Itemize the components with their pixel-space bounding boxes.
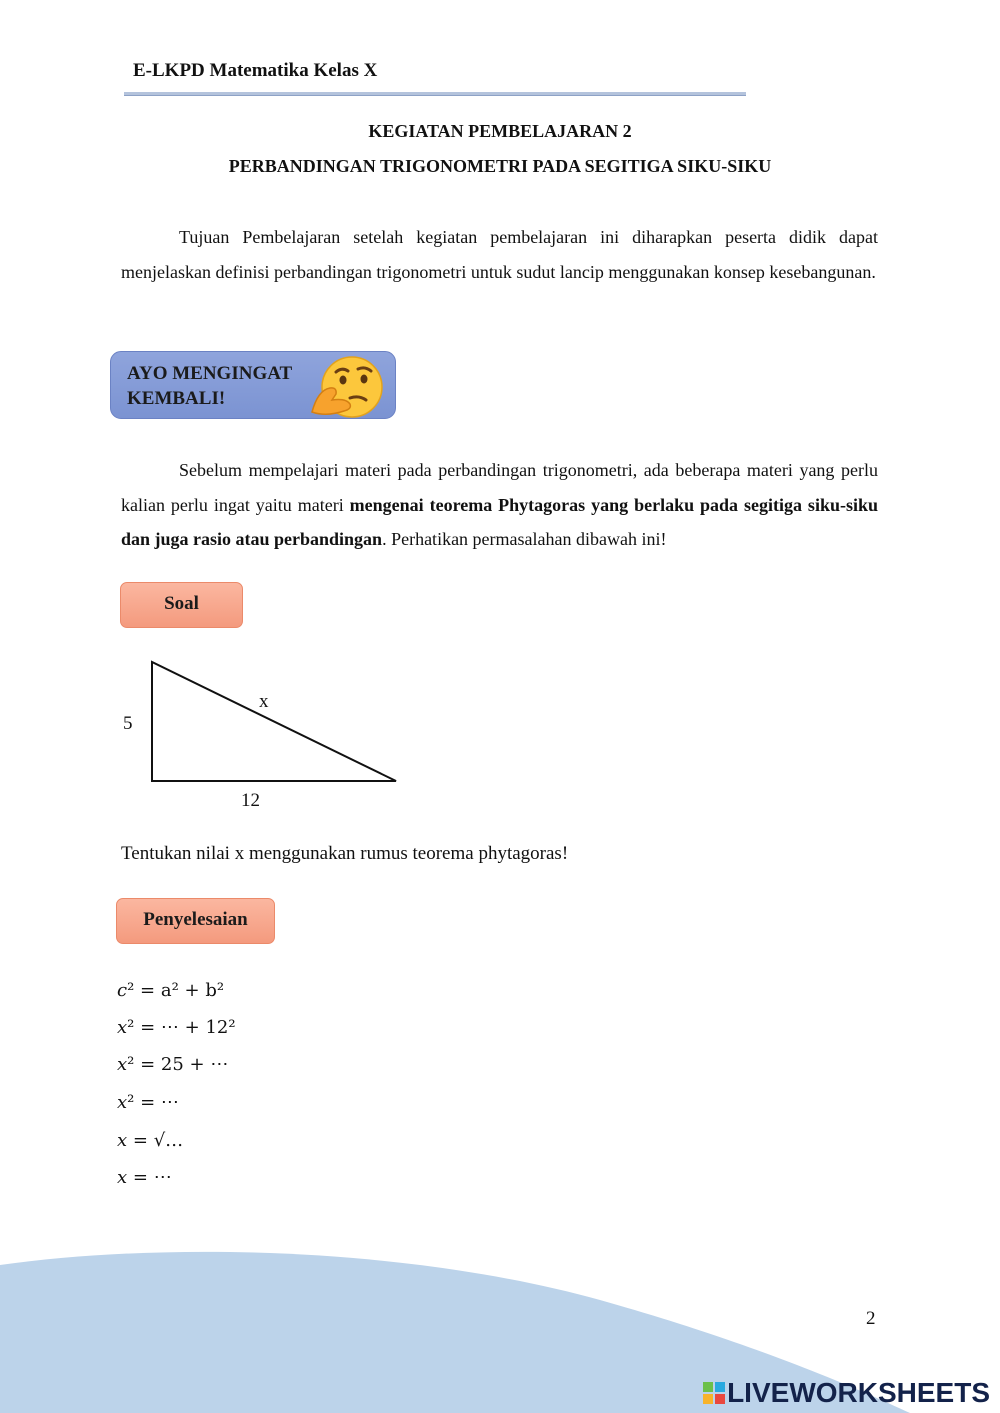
intro-paragraph: [121, 453, 878, 557]
soal-label: Soal: [120, 582, 243, 628]
thinking-face-icon: [306, 354, 392, 420]
section-subheading: PERBANDINGAN TRIGONOMETRI PADA SEGITIGA SIKU-SIKU: [228, 156, 772, 176]
recall-line-1: AYO MENGINGAT: [127, 363, 293, 384]
learning-goal-text: Tujuan Pembelajaran setelah kegiatan pembelajaran ini diharapkan peserta didik dapat menjelaskan definisi perbandingan trigonometri untuk sudut lancip menggunakan konsep kesebangunan.: [121, 227, 878, 282]
intro-text-1: Sebelum mempelajari materi pada perbandingan trigonometri, ada beberapa materi yang perlu kalian perlu ingat yaitu materi: [121, 460, 878, 515]
intro-text-2: . Perhatikan permasalahan dibawah ini!: [382, 529, 667, 549]
step-rhs: = √…: [132, 1130, 184, 1151]
header-divider: [124, 92, 746, 96]
recall-banner: [110, 351, 396, 419]
triangle-hypotenuse: x: [259, 691, 269, 712]
intro-text-bold: mengenai teorema Phytagoras yang berlaku pada segitiga siku-siku dan juga rasio atau perbandingan: [121, 494, 878, 549]
step-lhs: x: [117, 1167, 128, 1188]
penyelesaian-label: Penyelesaian: [116, 898, 275, 944]
solution-step: c² = a² + b²: [117, 980, 225, 1001]
step-rhs: = ⋯: [132, 1167, 172, 1188]
step-lhs: c: [117, 980, 128, 1001]
solution-step: [117, 1130, 183, 1151]
liveworksheets-logo-icon: [703, 1382, 725, 1404]
recall-banner-text: [127, 361, 292, 411]
solution-step: x² = 25 + ⋯: [117, 1054, 229, 1075]
step-rhs: = ⋯: [140, 1092, 179, 1113]
step-lhs: x: [117, 1092, 128, 1113]
recall-line-2: KEMBALI!: [127, 388, 226, 409]
triangle-side-vertical: 5: [123, 713, 133, 734]
step-lhs: x: [117, 1017, 128, 1038]
step-lhs: x: [117, 1130, 128, 1151]
liveworksheets-logo-text: LIVEWORKSHEETS: [727, 1377, 990, 1408]
header-title: E-LKPD Matematika Kelas X: [133, 60, 378, 81]
liveworksheets-logo: [703, 1377, 990, 1409]
section-heading: KEGIATAN PEMBELAJARAN 2: [368, 121, 632, 141]
solution-step: [117, 1167, 172, 1188]
solution-step: x² = ⋯ + 12²: [117, 1017, 236, 1038]
learning-goal-paragraph: [121, 220, 878, 289]
solution-step: x² = ⋯: [117, 1092, 179, 1113]
step-rhs: = 25 + ⋯: [140, 1054, 229, 1075]
right-triangle-figure: [145, 655, 405, 790]
step-rhs: = ⋯ + 12²: [140, 1017, 236, 1038]
step-lhs: x: [117, 1054, 128, 1075]
step-rhs: = a² + b²: [140, 980, 225, 1001]
question-text: Tentukan nilai x menggunakan rumus teorema phytagoras!: [121, 843, 569, 864]
page-number: 2: [866, 1308, 876, 1329]
triangle-side-horizontal: 12: [241, 790, 260, 811]
